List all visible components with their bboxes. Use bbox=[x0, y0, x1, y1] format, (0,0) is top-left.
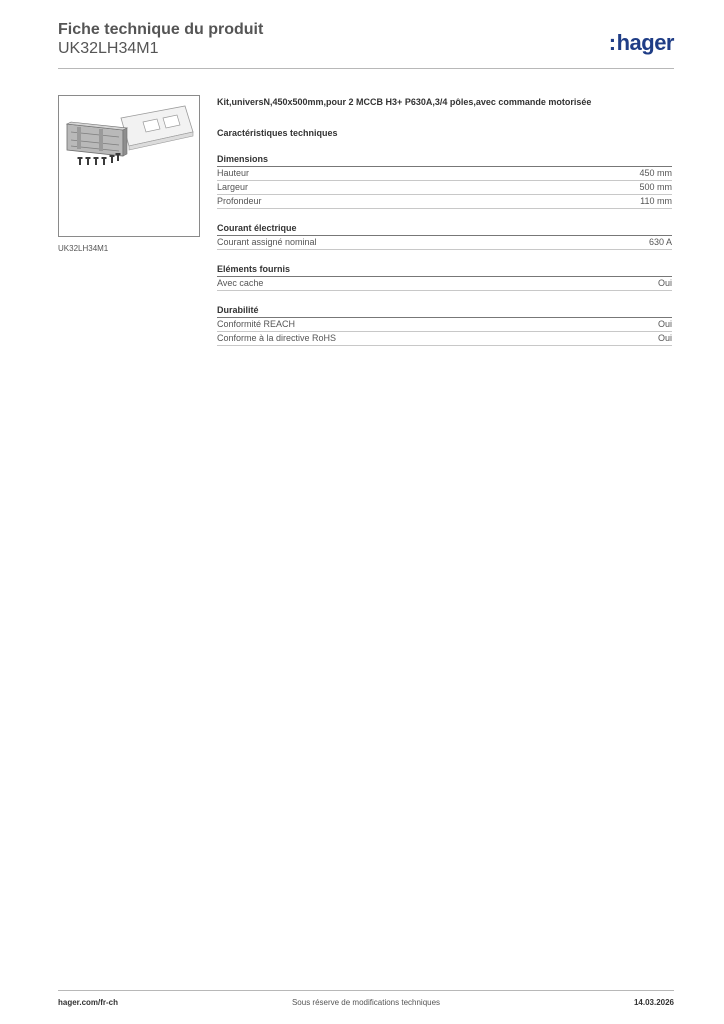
spec-row bbox=[217, 195, 672, 209]
spec-label: Courant assigné nominal bbox=[217, 237, 317, 247]
spec-value: Oui bbox=[657, 333, 672, 343]
spec-value: 110 mm bbox=[640, 196, 672, 206]
product-image bbox=[58, 95, 200, 237]
spec-label: Hauteur bbox=[217, 168, 250, 178]
spec-row bbox=[217, 236, 672, 250]
spec-row bbox=[217, 167, 672, 181]
footer-date: 14.03.2026 bbox=[633, 998, 674, 1007]
spec-group-title: Eléments fournis bbox=[217, 264, 672, 277]
hager-logo bbox=[609, 30, 674, 56]
logo-dots: : bbox=[608, 30, 616, 55]
footer-disclaimer: Sous réserve de modifications techniques bbox=[291, 998, 441, 1007]
spec-group-electric-current bbox=[217, 223, 672, 250]
logo-text: hager bbox=[616, 30, 674, 55]
spec-row bbox=[217, 277, 672, 291]
spec-value: Oui bbox=[657, 319, 672, 329]
product-kit-image bbox=[59, 96, 199, 236]
footer-website-link[interactable]: hager.com/fr-ch bbox=[58, 998, 119, 1007]
spec-label: Largeur bbox=[217, 182, 249, 192]
spec-value: 630 A bbox=[648, 237, 672, 247]
product-reference: UK32LH34M1 bbox=[58, 40, 159, 57]
spec-row bbox=[217, 332, 672, 346]
spec-value: Oui bbox=[657, 278, 672, 288]
product-description: Kit,universN,450x500mm,pour 2 MCCB H3+ P630A,3/4 pôles,avec commande motorisée bbox=[217, 97, 592, 107]
footer-divider bbox=[58, 990, 674, 991]
spec-label: Profondeur bbox=[217, 196, 262, 206]
spec-label: Conforme à la directive RoHS bbox=[217, 333, 337, 343]
spec-group-dimensions bbox=[217, 154, 672, 209]
tech-specs-heading: Caractéristiques techniques bbox=[217, 128, 338, 138]
spec-value: 500 mm bbox=[639, 182, 672, 192]
spec-row bbox=[217, 318, 672, 332]
image-caption: UK32LH34M1 bbox=[58, 244, 109, 253]
page-header bbox=[58, 20, 674, 58]
product-content bbox=[217, 96, 672, 346]
header-divider bbox=[58, 68, 674, 69]
spec-group-durability bbox=[217, 305, 672, 346]
spec-label: Avec cache bbox=[217, 278, 264, 288]
document-title: Fiche technique du produit bbox=[58, 21, 264, 38]
spec-label: Conformité REACH bbox=[217, 319, 296, 329]
spec-group-title: Dimensions bbox=[217, 154, 672, 167]
spec-group-title: Durabilité bbox=[217, 305, 672, 318]
spec-group-supplied-items bbox=[217, 264, 672, 291]
spec-row bbox=[217, 181, 672, 195]
spec-value: 450 mm bbox=[639, 168, 672, 178]
spec-group-title: Courant électrique bbox=[217, 223, 672, 236]
